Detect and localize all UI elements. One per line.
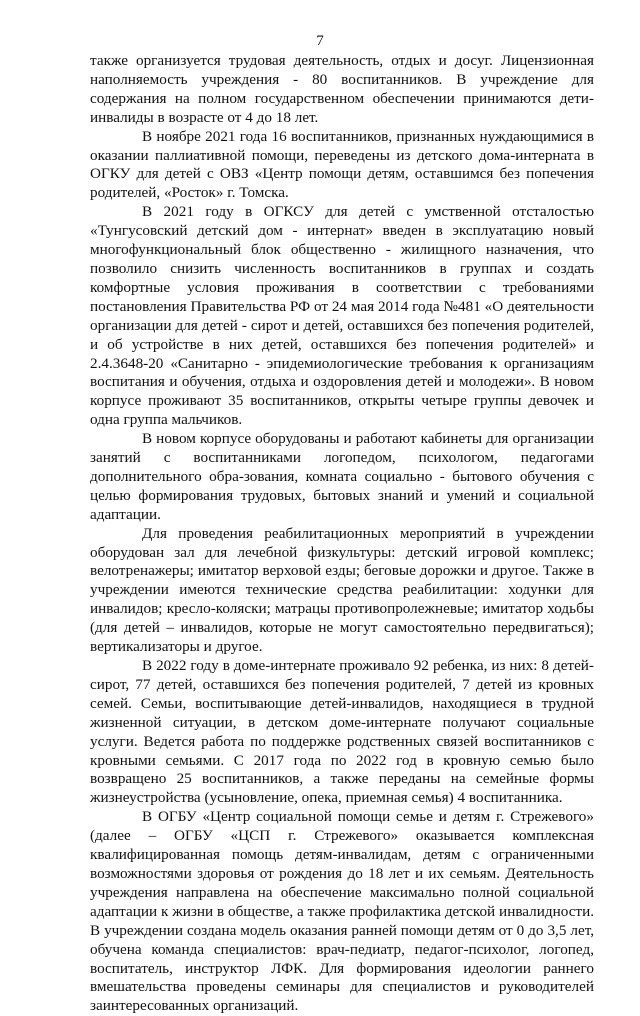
paragraph-7: В ОГБУ «Центр социальной помощи семье и детям г. Стрежевого» (далее – ОГБУ «ЦСП г. Стрежевого» оказывается комплексная квалифицированная помощь детям-инвалидам, детям с ограниченными возможностями здоровья от рождения до 18 лет и их семьям. Деятельность учреждения направлена на обеспечение максимально полной социальной адаптации к жизни в обществе, а также профилактика детской инвалидности. В учреждении создана модель оказания ранней помощи детям от 0 до 3,5 лет, обучена команда специалистов: врач-педиатр, педагог-психолог, логопед, воспитатель, инструктор ЛФК. Для формирования идеологии раннего вмешательства проведены семинары для специалистов и руководителей заинтересованных организаций. bbox=[90, 808, 594, 1015]
paragraph-4: В новом корпусе оборудованы и работают кабинеты для организации занятий с воспитанниками логопедом, психологом, педагогами дополнительного обра-зования, комната социально - бытового обучения с целью формирования трудовых, бытовых знаний и умений и социальной адаптации. bbox=[90, 430, 594, 523]
page-number: 7 bbox=[316, 33, 324, 49]
paragraph-2: В ноябре 2021 года 16 воспитанников, признанных нуждающимися в оказании паллиативной помощи, переведены из детского дома-интерната в ОГКУ для детей с ОВЗ «Центр помощи детям, оставшимся без попечения родителей, «Росток» г. Томска. bbox=[90, 127, 594, 202]
paragraph-3: В 2021 году в ОГКСУ для детей с умственной отсталостью «Тунгусовский детский дом - интернат» введен в эксплуатацию новый многофункциональный блок общественно - жилищного назначения, что позволило снизить численность воспитанников в группах и создать комфортные условия проживания в соответствии с требованиями постановления Правительства РФ от 24 мая 2014 года №481 «О деятельности организации для детей - сирот и детей, оставшихся без попечения родителей, и об устройстве в них детей, оставшихся без попечения родителей» и 2.4.3648-20 «Санитарно - эпидемиологические требования к организациям воспитания и обучения, отдыха и оздоровления детей и молодежи». В новом корпусе проживают 35 воспитанников, открыты четыре группы девочек и одна группа мальчиков. bbox=[90, 203, 594, 429]
paragraph-5: Для проведения реабилитационных мероприятий в учреждении оборудован зал для лечебной физкультуры: детский игровой комплекс; велотренажеры; имитатор верховой езды; беговые дорожки и другое. Также в учреждении имеются технические средства реабилитации: ходунки для инвалидов; кресло-коляски; матрацы противопролежневые; имитатор ходьбы (для детей – инвалидов, которые не могут самостоятельно передвигаться); вертикализаторы и другое. bbox=[90, 524, 594, 656]
paragraph-1: также организуется трудовая деятельность, отдых и досуг. Лицензионная наполняемость учреждения - 80 воспитанников. В учреждение для содержания на полном государственном обеспечении принимаются дети-инвалиды в возрасте от 4 до 18 лет. bbox=[90, 52, 594, 126]
body-text bbox=[90, 52, 594, 1016]
paragraph-6: В 2022 году в доме-интернате проживало 92 ребенка, из них: 8 детей-сирот, 77 детей, оставшихся без попечения родителей, 7 детей из кровных семей. Семьи, воспитывающие детей-инвалидов, находящиеся в трудной жизненной ситуации, в детском доме-интернате получают социальные услуги. Ведется работа по поддержке родственных связей воспитанников с кровными семьями. С 2017 года по 2022 год в кровную семью было возвращено 25 воспитанников, а также переданы на семейные формы жизнеустройства (усыновление, опека, приемная семья) 4 воспитанника. bbox=[90, 657, 594, 807]
